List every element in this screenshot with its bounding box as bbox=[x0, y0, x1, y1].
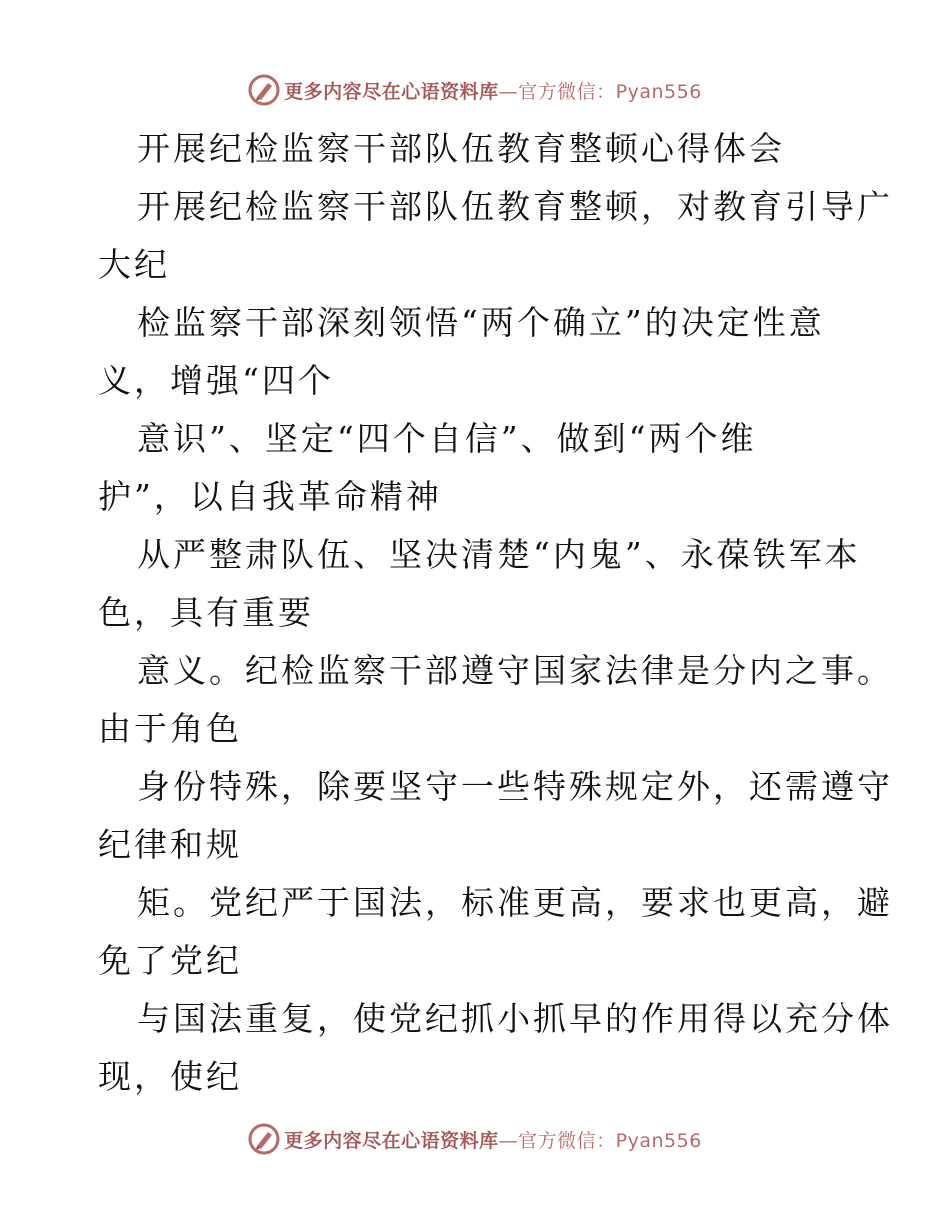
text-line: 色，具有重要 bbox=[98, 593, 314, 632]
text-line: 现，使纪 bbox=[98, 1057, 242, 1096]
watermark-text: 更多内容尽在心语资料库—官方微信：Pyan556 bbox=[284, 1129, 702, 1152]
text-line: 由于角色 bbox=[98, 709, 242, 748]
text-line: 检监察干部深刻领悟“两个确立”的决定性意 bbox=[137, 303, 825, 342]
text-line: 身份特殊，除要坚守一些特殊规定外，还需遵守 bbox=[137, 767, 893, 806]
text-line: 矩。党纪严于国法，标准更高，要求也更高，避 bbox=[137, 883, 893, 922]
doc-title: 开展纪检监察干部队伍教育整顿心得体会 bbox=[137, 129, 785, 168]
pen-logo-icon bbox=[248, 1123, 280, 1155]
text-line: 护”，以自我革命精神 bbox=[98, 477, 442, 516]
text-line: 意义。纪检监察干部遵守国家法律是分内之事。 bbox=[137, 651, 893, 690]
text-line: 开展纪检监察干部队伍教育整顿，对教育引导广 bbox=[137, 187, 893, 226]
header-watermark bbox=[0, 72, 950, 108]
pen-logo-icon bbox=[248, 74, 280, 106]
text-line: 意识”、坚定“四个自信”、做到“两个维 bbox=[137, 419, 757, 458]
text-line: 与国法重复，使党纪抓小抓早的作用得以充分体 bbox=[137, 999, 893, 1038]
footer-watermark bbox=[0, 1121, 950, 1157]
text-line: 纪律和规 bbox=[98, 825, 242, 864]
text-line: 大纪 bbox=[98, 245, 170, 284]
watermark-text: 更多内容尽在心语资料库—官方微信：Pyan556 bbox=[284, 80, 702, 103]
text-line: 义，增强“四个 bbox=[98, 361, 334, 400]
text-line: 从严整肃队伍、坚决清楚“内鬼”、永葆铁军本 bbox=[137, 535, 861, 574]
text-line: 免了党纪 bbox=[98, 941, 242, 980]
